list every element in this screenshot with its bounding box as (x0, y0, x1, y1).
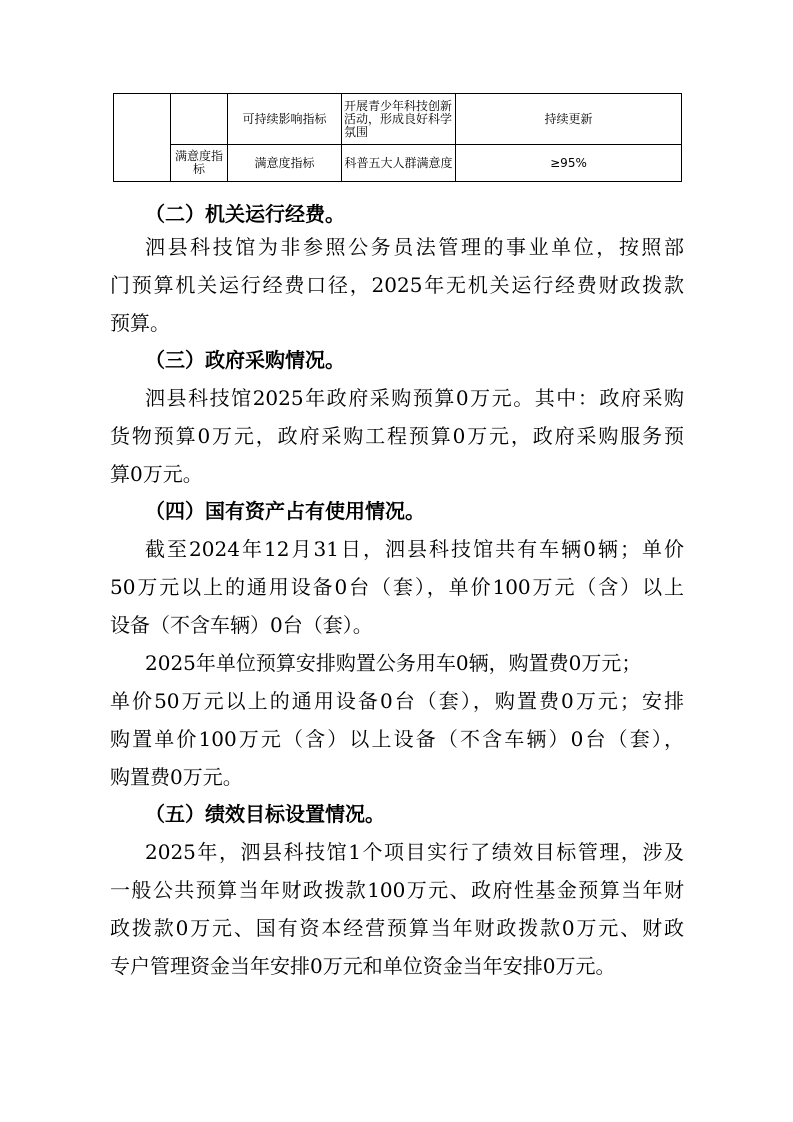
paragraph-line: 购置单价100万元（含）以上设备（不含车辆）0台（套）， (110, 727, 684, 751)
table-row (114, 145, 682, 182)
paragraph-line: 一般公共预算当年财政拨款100万元、政府性基金预算当年财 (110, 878, 684, 902)
paragraph-line: 政拨款0万元、国有资本经营预算当年财政拨款0万元、财政 (110, 916, 684, 940)
paragraph-line: 门预算机关运行经费口径，2025年无机关运行经费财政拨款 (110, 273, 684, 297)
section-heading: （五）绩效目标设置情况。 (145, 802, 385, 826)
table-cell-category: 满意度指标 (171, 145, 228, 182)
paragraph-line: 单价50万元以上的通用设备0台（套），购置费0万元；安排 (110, 689, 684, 713)
paragraph-line: 算0万元。 (110, 462, 203, 486)
table-cell-empty (114, 94, 171, 182)
paragraph-line: 50万元以上的通用设备0台（套），单价100万元（含）以上 (110, 575, 684, 599)
paragraph-line: 泗县科技馆2025年政府采购预算0万元。其中：政府采购 (145, 386, 684, 410)
table-cell-content: 科普五大人群满意度 (342, 145, 456, 182)
table-row (114, 94, 682, 145)
table-cell-indicator: 可持续影响指标 (228, 94, 342, 145)
paragraph-line: 专户管理资金当年安排0万元和单位资金当年安排0万元。 (110, 954, 616, 978)
paragraph-line: 设备（不含车辆）0台（套）。 (110, 613, 373, 637)
table-cell-target: ≥95% (456, 145, 682, 182)
paragraph-line: 2025年单位预算安排购置公务用车0辆，购置费0万元； (145, 651, 642, 675)
table-cell-content: 开展青少年科技创新活动，形成良好科学氛围 (342, 94, 456, 145)
paragraph-line: 货物预算0万元，政府采购工程预算0万元，政府采购服务预 (110, 424, 684, 448)
section-heading: （四）国有资产占有使用情况。 (145, 499, 425, 523)
table-cell-target: 持续更新 (456, 94, 682, 145)
paragraph-line: 泗县科技馆为非参照公务员法管理的事业单位，按照部 (145, 235, 684, 259)
performance-indicator-table (113, 93, 682, 182)
paragraph-line: 购置费0万元。 (110, 765, 243, 789)
table-cell-indicator: 满意度指标 (228, 145, 342, 182)
table-cell-empty (171, 94, 228, 145)
paragraph-line: 截至2024年12月31日，泗县科技馆共有车辆0辆；单价 (145, 537, 684, 561)
paragraph-line: 2025年，泗县科技馆1个项目实行了绩效目标管理，涉及 (145, 840, 684, 864)
section-heading: （三）政府采购情况。 (145, 348, 345, 372)
section-heading: （二）机关运行经费。 (145, 202, 345, 226)
paragraph-line: 预算。 (110, 311, 170, 335)
